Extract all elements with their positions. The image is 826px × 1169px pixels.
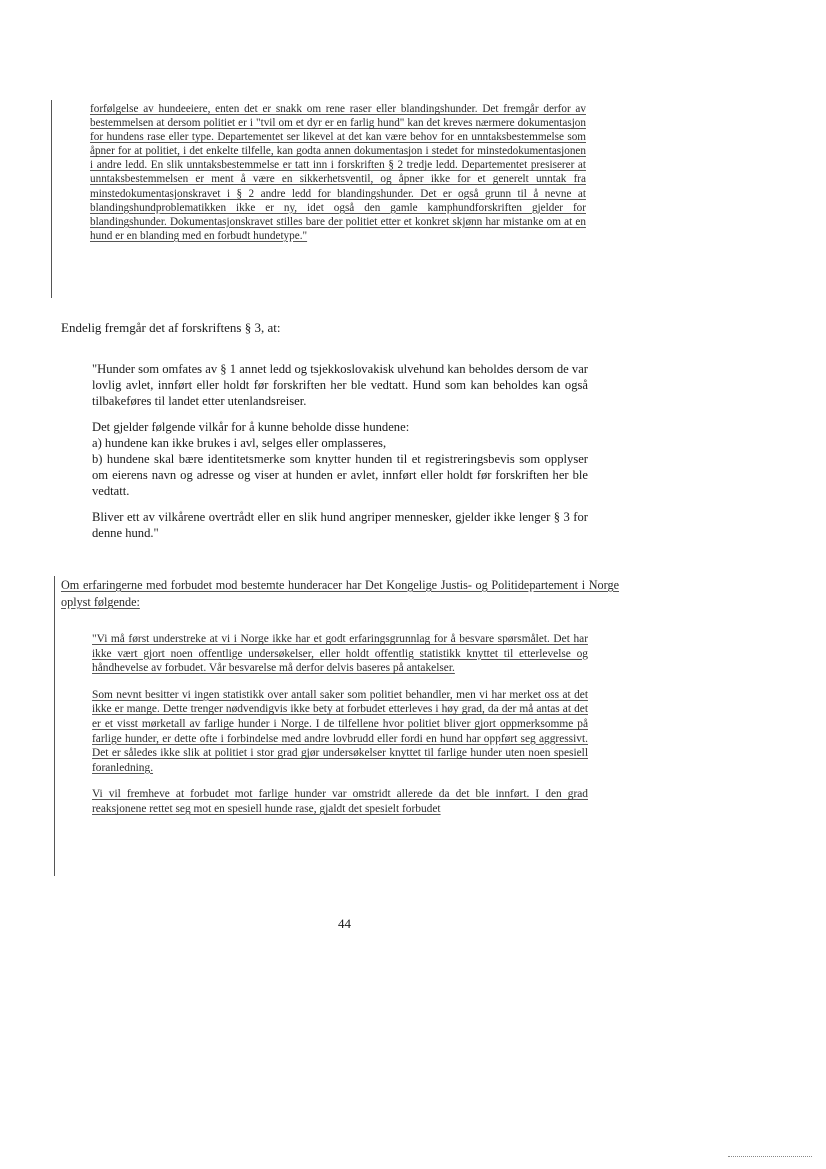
scan-corner-mark [728,1156,812,1157]
condition-a: a) hundene kan ikke brukes i avl, selges eller omplasseres, [92,436,387,451]
quote-bottom-p1: "Vi må først understreke at vi i Norge ikke har et godt erfaringsgrunnlag for å besvare spørsmålet. Det har ikke vært gjort noen offentlige undersøkelser, eller holdt offentlig statistikk knyttet til etterlevelse og håndhevelse av forbudet. Vår besvarelse må derfor delvis baseres på antakelser. [92,633,588,675]
quote-section-3 [92,362,588,553]
quote-top [90,102,586,243]
paragraph-intro: Endelig fremgår det af forskriftens § 3, at: [61,320,281,335]
quote-section-3-p1: "Hunder som omfates av § 1 annet ledd og tsjekkoslovakisk ulvehund kan beholdes dersom de var lovlig avlet, innført eller holdt før forskriften her ble vedtatt. Hund som kan beholdes kan også tilbakeføres til landet etter utenlandsreiser. [92,362,588,408]
condition-b: b) hundene skal bære identitetsmerke som knytter hunden til et registreringsbevis som opplyser om eierens navn og adresse og viser at hunden er avlet, innført eller holdt før forskriften her ble vedtatt. [92,451,588,498]
conditions-list [92,420,588,499]
margin-bar-bottom [54,576,55,876]
quote-section-3-p3: Bliver ett av vilkårene overtrådt eller en slik hund angriper mennesker, gjelder ikke lenger § 3 for denne hund." [92,510,588,541]
quote-top-text: forfølgelse av hundeeiere, enten det er snakk om rene raser eller blandingshunder. Det fremgår derfor av bestemmelsen at dersom politiet er i "tvil om et dyr er en farlig hund" kan det kreves nærmere dokumentasjon for hundens rase eller type. Departementet ser likevel at det kan være behov for en unntaksbestemmelse som åpner for at politiet, i det enkelte tilfelle, kan godta annen dokumentasjon i stedet for minstedokumentasjonen i andre ledd. En slik unntaksbestemmelse er tatt inn i forskriften § 2 tredje ledd. Departementet presiserer at unntaksbestemmelsen er ment å være en sikkerhetsventil, og åpner ikke for et generelt unntak fra minstedokumentasjonskravet i § 2 andre ledd for blandingshunder. Det er også grunn til å nevne at blandingshundproblematikken ikke er ny, idet også den gamle kamphundforskriften gjelder for blandingshunder. Dokumentasjonskravet stilles bare der politiet etter et konkret skjønn har mistanke om at en hund er en blanding med en forbudt hundetype." [90,103,586,242]
conditions-intro: Det gjelder følgende vilkår for å kunne beholde disse hundene: [92,420,410,435]
margin-bar-top [51,100,52,298]
quote-bottom [92,632,588,829]
quote-bottom-p2: Som nevnt besitter vi ingen statistikk over antall saker som politiet behandler, men vi har merket oss at det ikke er mange. Dette trenger nødvendigvis ikke bety at forbudet etterleves i høy grad, da der må antas at det er et visst mørketall av farlige hunder i Norge. I de tilfellene hvor politiet bliver gjort oppmerksomme på farlige hunder, er dette ofte i forbindelse med andre lovbrudd eller fordi en hund har oppført seg aggressivt. Det er således ikke slik at politiet i stor grad gjør undersøkelser knyttet til farlige hunder uten noen spesiell foranledning. [92,688,588,774]
page-number: 44 [338,916,351,931]
quote-bottom-p3: Vi vil fremheve at forbudet mot farlige hunder var omstridt allerede da det ble innført. I den grad reaksjonene rettet seg mot en spesiell hunde rase, gjaldt det spesielt forbudet [92,788,588,815]
experience-intro [61,577,619,611]
experience-intro-text: Om erfaringerne med forbudet mod bestemte hunderacer har Det Kongelige Justis- og Politidepartement i Norge oplyst følgende: [61,578,619,609]
